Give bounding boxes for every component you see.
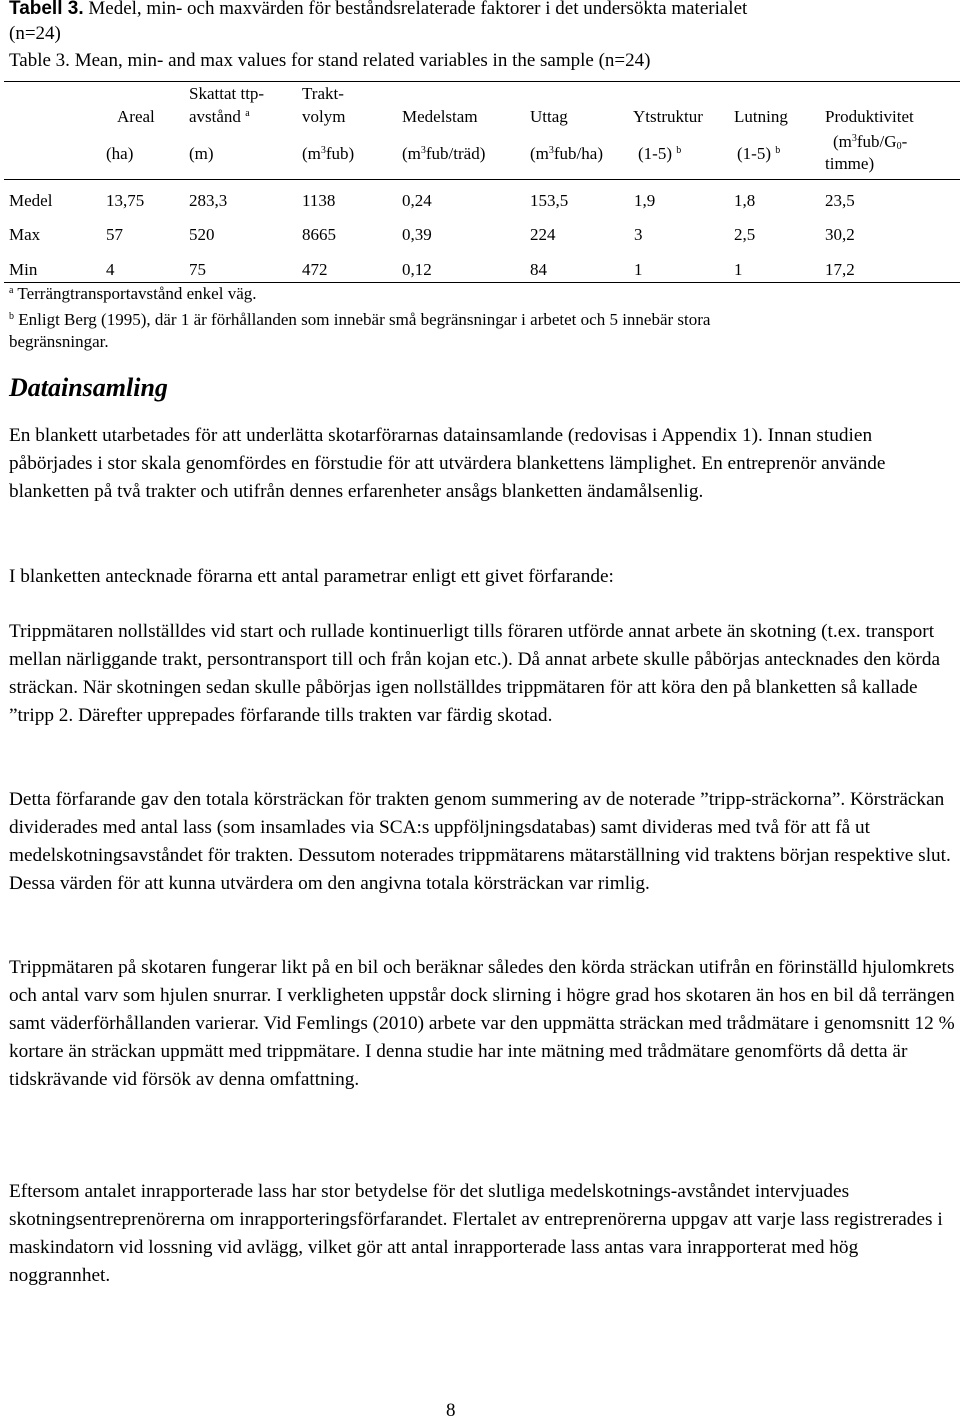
table-label-sv: Tabell 3.	[9, 0, 84, 19]
cell-areal: 57	[106, 225, 123, 244]
cell-trakt: 1138	[302, 191, 336, 210]
unit-produktivitet-line1: ($m^3fub/G_0-$	[833, 132, 908, 152]
cell-medelstam: 0,39	[402, 225, 432, 244]
cell-lutning: 2,5	[734, 225, 756, 244]
table-bottom-rule	[4, 282, 960, 283]
cell-uttag: 224	[530, 225, 556, 244]
cell-ytstruktur: 3	[634, 225, 643, 244]
unit-skattat: (m)	[189, 144, 214, 163]
header-produktivitet: Produktivitet	[825, 107, 914, 126]
section-heading-wrap	[9, 373, 168, 403]
cell-areal: 13,75	[106, 191, 145, 210]
cell-skattat: 520	[189, 225, 215, 244]
cell-ytstruktur: 1,9	[634, 191, 656, 210]
table-caption-sv-line2: (n=24)	[9, 23, 61, 44]
table-label-en: Table 3.	[9, 50, 70, 71]
table-caption-en-text: Mean, min- and max values for stand related variables in the sample (n=24)	[74, 50, 651, 71]
row-label-medel: Medel	[9, 191, 53, 210]
header-skattat-line2: avstånd $^a$	[189, 107, 250, 126]
unit-lutning: (1-5) $^b$	[737, 144, 781, 163]
paragraph-6: Eftersom antalet inrapporterade lass har stor betydelse för det slutliga medelskotnings-avståndet intervjuades skotningsentreprenörerna om inrapporteringsförfarandet. Flertalet av entreprenörerna uppgav att varje lass registrerades i maskindatorn vid lossning vid avlägg, vilket gör att antal inrapporterade lass antas vara inrapporterat med hög noggrannhet.	[9, 1181, 943, 1286]
cell-skattat: 283,3	[189, 191, 228, 210]
footnote-b-line2: begränsningar.	[9, 332, 109, 351]
cell-produktivitet: 23,5	[825, 191, 855, 210]
table-top-rule	[4, 81, 960, 82]
cell-skattat: 75	[189, 260, 206, 279]
paragraph-3: Trippmätaren nollställdes vid start och rullade kontinuerligt tills föraren utförde annat arbete än skotning (t.ex. transport mellan närliggande trakt, persontransport till och från kojan etc.). Då annat arbete skulle påbörjas antecknades den körda sträckan. När skotningen sedan skulle påbörjas igen nollställdes trippmätaren för att köra den på blanketten så kallade ”tripp 2. Därefter upprepades förfarande tills trakten var färdig skotad.	[9, 621, 941, 726]
cell-medelstam: 0,12	[402, 260, 432, 279]
footnote-b	[9, 310, 710, 330]
unit-medelstam: $(m^3fub/träd)$	[402, 144, 486, 163]
unit-areal: (ha)	[106, 144, 134, 163]
cell-produktivitet: 17,2	[825, 260, 855, 279]
footnote-b-text: Enligt Berg (1995), där 1 är förhållanden som innebär små begränsningar i arbetet och 5 innebär stora	[18, 310, 711, 329]
header-lutning: Lutning	[734, 107, 788, 126]
table-caption-sv-text: Medel, min- och maxvärden för beståndsrelaterade faktorer i det undersökta materialet	[88, 0, 748, 19]
cell-medelstam: 0,24	[402, 191, 432, 210]
header-uttag: Uttag	[530, 107, 568, 126]
table-header-rule	[4, 179, 960, 180]
unit-ytstruktur: (1-5) $^b$	[638, 144, 682, 163]
cell-trakt: 472	[302, 260, 328, 279]
paragraph-5: Trippmätaren på skotaren fungerar likt på en bil och beräknar således den körda sträckan utifrån en förinställd hjulomkrets och antal varv som hjulen snurrar. I verkligheten uppstår dock slirning i högre grad hos skotaren än hos en bil då terrängen samt väderförhållanden varierar. Vid Femlings (2010) arbete var den uppmätta sträckan med trådmätare i genomsnitt 12 % kortare än sträckan uppmätt med trippmätare. I denna studie har inte mätning med trådmätare genomförts då detta är tidskrävande vid försök av denna omfattning.	[9, 957, 955, 1090]
section-heading: Datainsamling	[9, 373, 168, 402]
paragraph-1: En blankett utarbetades för att underlätta skotarförarnas datainsamlande (redovisas i Appendix 1). Innan studien påbörjades i stor skala genomfördes en förstudie för att utvärdera blankettens lämplighet. En entreprenör använde blanketten på två trakter och utifrån dennes erfarenheter ansågs blanketten ändamålsenlig.	[9, 425, 886, 502]
paragraph-4: Detta förfarande gav den totala körsträckan för trakten genom summering av de noterade ”tripp-sträckorna”. Körsträckan dividerades med antal lass (som insamlades via SCA:s uppföljningsdatabas) samt divideras med två för att få ut medelskotningsavståndet för trakten. Dessutom noterades trippmätarens mätarställning vid traktens början respektive slut. Dessa värden för att kunna utvärdera om den angivna totala körsträckan var rimlig.	[9, 789, 951, 894]
footnote-a-text: Terrängtransportavstånd enkel väg.	[17, 284, 257, 303]
cell-produktivitet: 30,2	[825, 225, 855, 244]
unit-trakt: $(m^3fub)$	[302, 144, 355, 163]
paragraph-2: I blanketten antecknade förarna ett antal parametrar enligt ett givet förfarande:	[9, 566, 614, 587]
page-number: 8	[446, 1400, 456, 1421]
cell-lutning: 1,8	[734, 191, 756, 210]
cell-ytstruktur: 1	[634, 260, 643, 279]
footnote-b-mark: b	[9, 311, 14, 322]
table-caption-en	[9, 48, 650, 74]
cell-uttag: 153,5	[530, 191, 569, 210]
unit-produktivitet-line2: timme)	[825, 154, 875, 173]
header-trakt-line1: Trakt-	[302, 84, 344, 103]
cell-trakt: 8665	[302, 225, 336, 244]
row-label-min: Min	[9, 260, 38, 279]
unit-uttag: $(m^3fub/ha)$	[530, 144, 603, 163]
header-skattat-line1: Skattat ttp-	[189, 84, 265, 103]
footnote-a-mark: a	[9, 285, 14, 296]
cell-areal: 4	[106, 260, 115, 279]
table-caption-sv	[9, 0, 747, 22]
header-ytstruktur: Ytstruktur	[633, 107, 703, 126]
cell-uttag: 84	[530, 260, 547, 279]
footnote-a	[9, 284, 257, 304]
cell-lutning: 1	[734, 260, 743, 279]
header-trakt-line2: volym	[302, 107, 346, 126]
header-areal: Areal	[117, 107, 155, 126]
row-label-max: Max	[9, 225, 41, 244]
header-medelstam: Medelstam	[402, 107, 478, 126]
